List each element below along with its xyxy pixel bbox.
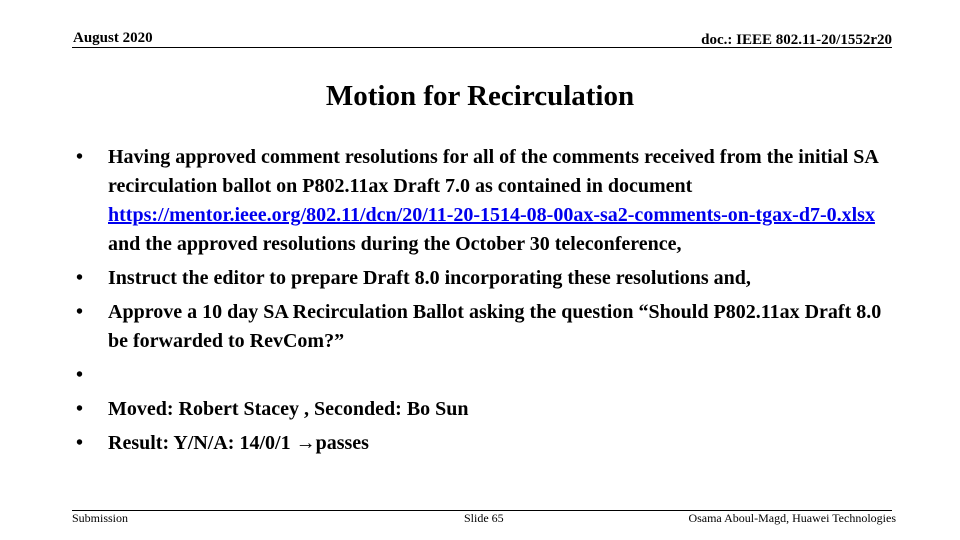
- bullet-list: [76, 143, 896, 463]
- bullet-text: passes: [315, 432, 369, 454]
- footer-submission: Submission: [72, 511, 129, 525]
- bullet-item: [76, 143, 896, 259]
- header-divider: [72, 47, 892, 48]
- bullet-text: Result: Y/N/A: 14/0/1: [108, 432, 296, 454]
- bullet-text: and the approved resolutions during the October 30 teleconference,: [108, 233, 682, 255]
- header-date: August 2020: [73, 30, 153, 46]
- slide-title: Motion for Recirculation: [325, 80, 635, 112]
- footer-author: Osama Aboul-Magd, Huawei Technologies: [688, 511, 896, 525]
- bullet-dot: •: [76, 432, 84, 454]
- bullet-text: Approve a 10 day SA Recirculation Ballot asking the question “Should P802.11ax Draft 8.0 be forwarded to RevCom?”: [108, 301, 882, 352]
- bullet-item: [76, 361, 896, 390]
- bullet-dot: •: [76, 301, 84, 323]
- footer-slide-number: Slide 65: [464, 511, 504, 525]
- header-doc-id: doc.: IEEE 802.11-20/1552r20: [701, 32, 892, 48]
- bullet-text: [108, 364, 113, 386]
- bullet-item: [76, 395, 896, 424]
- document-link[interactable]: https://mentor.ieee.org/802.11/dcn/20/11-20-1514-08-00ax-sa2-comments-on-tgax-d7-0.xlsx: [108, 204, 875, 226]
- bullet-text: Instruct the editor to prepare Draft 8.0 incorporating these resolutions and,: [108, 267, 751, 289]
- bullet-dot: •: [76, 146, 84, 168]
- bullet-dot: •: [76, 267, 84, 289]
- bullet-item: [76, 298, 896, 356]
- bullet-dot: •: [76, 364, 84, 386]
- bullet-text: Having approved comment resolutions for all of the comments received from the initial SA recirculation ballot on P802.11ax Draft 7.0 as contained in document: [108, 146, 878, 197]
- arrow-right-icon: →: [295, 432, 316, 454]
- bullet-text: Moved: Robert Stacey , Seconded: Bo Sun: [108, 398, 469, 420]
- bullet-dot: •: [76, 398, 84, 420]
- bullet-item: [76, 264, 896, 293]
- bullet-item: [76, 429, 896, 458]
